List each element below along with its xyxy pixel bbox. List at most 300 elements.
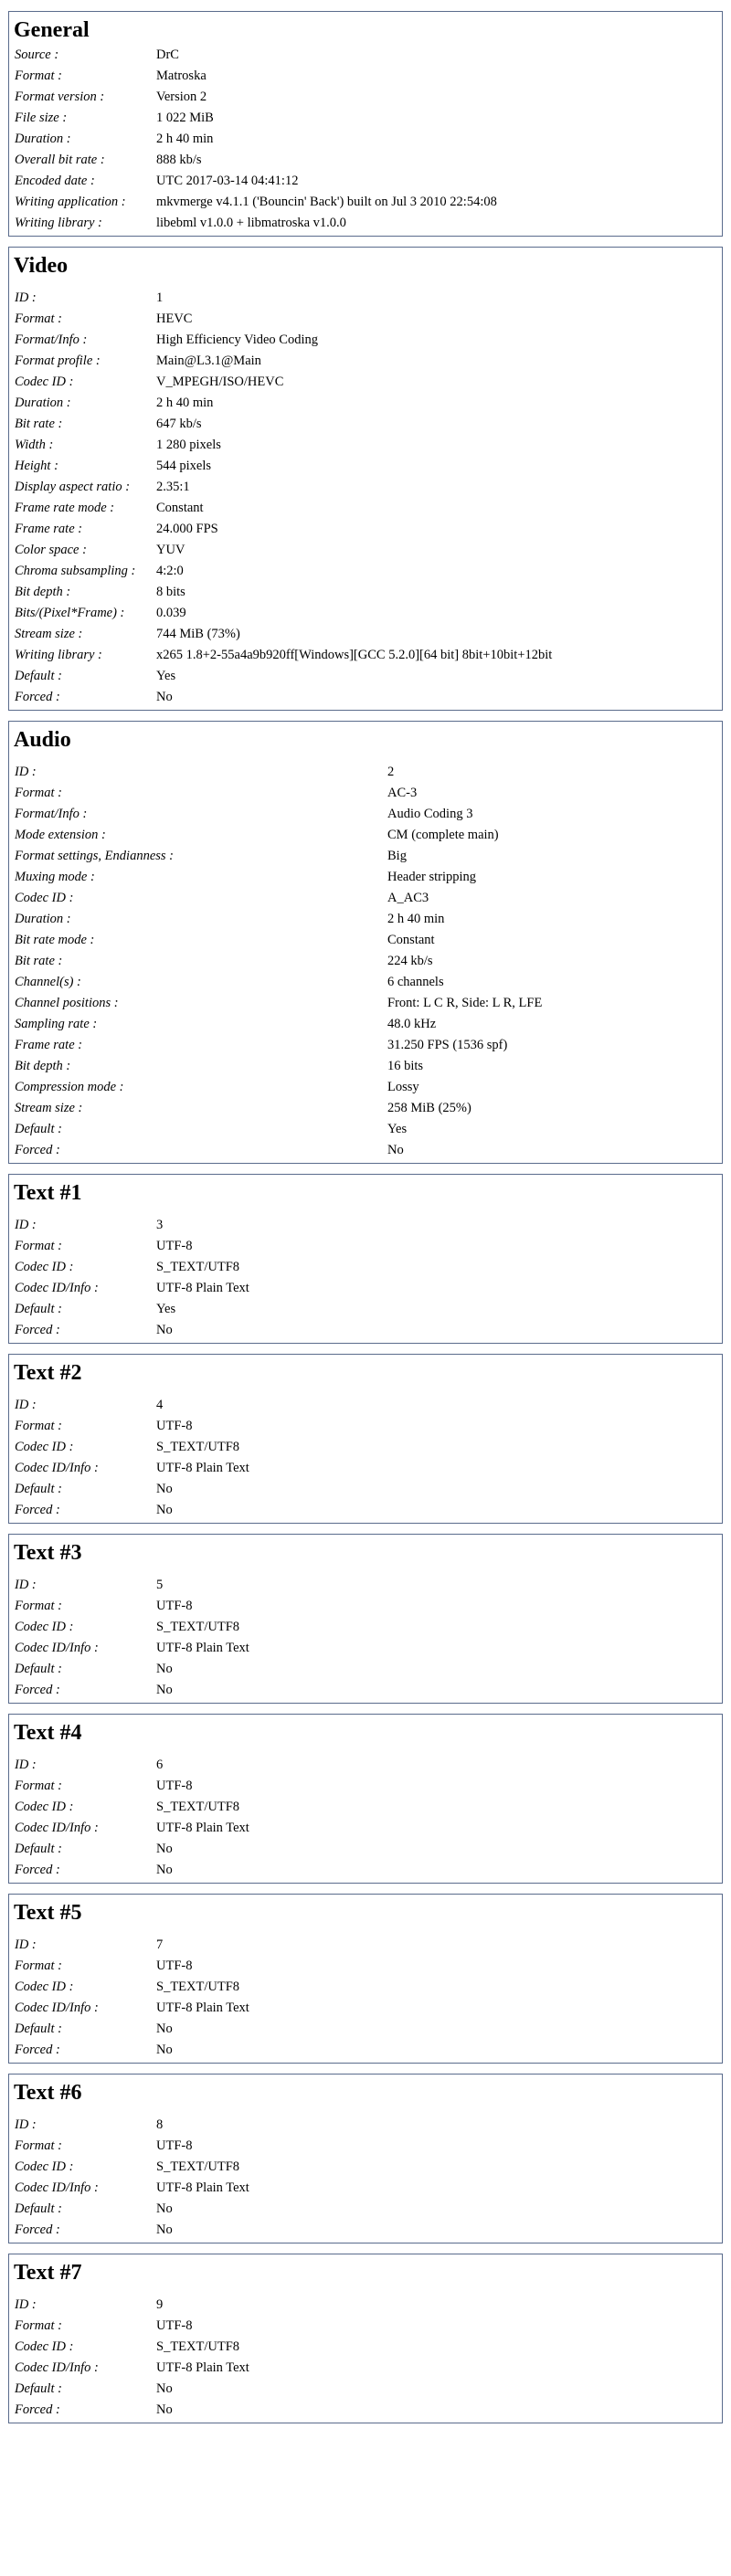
field-value: 16 bits — [387, 1059, 424, 1073]
section-title: Text #6 — [14, 2081, 82, 2105]
field-value: Header stripping — [387, 870, 477, 884]
field-row — [9, 993, 722, 1014]
section-title: General — [14, 18, 90, 42]
section-title: Video — [14, 254, 69, 278]
field-row — [9, 309, 722, 330]
field-value: S_TEXT/UTF8 — [156, 1620, 240, 1634]
field-value: 8 — [156, 2117, 164, 2132]
field-value: No — [156, 2222, 173, 2237]
field-value: UTF-8 Plain Text — [156, 2180, 249, 2195]
field-label: ID : — [15, 1758, 37, 1772]
field-label: Codec ID : — [15, 1620, 74, 1634]
field-row — [9, 930, 722, 951]
field-label: ID : — [15, 290, 37, 305]
section-video — [8, 247, 723, 711]
field-value: 2 — [387, 765, 395, 779]
field-value: UTF-8 Plain Text — [156, 1461, 249, 1475]
field-list — [9, 45, 722, 236]
field-value: A_AC3 — [387, 891, 429, 905]
field-label: Channel(s) : — [15, 975, 81, 989]
field-label: Format : — [15, 1419, 62, 1433]
field-label: Display aspect ratio : — [15, 480, 131, 494]
field-row — [9, 867, 722, 888]
field-row — [9, 1575, 722, 1596]
field-value: No — [156, 1842, 173, 1856]
field-label: Default : — [15, 2201, 62, 2216]
field-label: Format : — [15, 2318, 62, 2333]
field-label: Frame rate : — [15, 522, 83, 536]
field-row — [9, 1935, 722, 1956]
field-value: 744 MiB (73%) — [156, 627, 240, 641]
field-value: No — [156, 2022, 173, 2036]
field-value: V_MPEGH/ISO/HEVC — [156, 375, 284, 389]
field-label: Bit depth : — [15, 1059, 71, 1073]
field-label: Default : — [15, 1662, 62, 1676]
field-row — [9, 687, 722, 708]
field-row — [9, 372, 722, 393]
field-value: 0.039 — [156, 606, 186, 620]
field-label: Forced : — [15, 1323, 60, 1337]
field-row — [9, 435, 722, 456]
field-label: ID : — [15, 1578, 37, 1592]
field-value: 888 kb/s — [156, 153, 202, 167]
field-row — [9, 783, 722, 804]
field-label: Forced : — [15, 1683, 60, 1697]
field-value: 4:2:0 — [156, 564, 184, 578]
section-text-7 — [8, 2254, 723, 2423]
field-label: Codec ID/Info : — [15, 2180, 99, 2195]
field-row — [9, 66, 722, 87]
field-label: Width : — [15, 438, 54, 452]
field-value: UTF-8 — [156, 2318, 193, 2333]
field-row — [9, 1458, 722, 1479]
field-value: No — [156, 690, 173, 704]
field-label: Writing library : — [15, 648, 102, 662]
field-row — [9, 582, 722, 603]
field-list — [9, 280, 722, 710]
field-row — [9, 1776, 722, 1797]
field-label: Sampling rate : — [15, 1017, 98, 1031]
field-row — [9, 129, 722, 150]
field-row — [9, 1320, 722, 1341]
field-row — [9, 2115, 722, 2136]
field-label: Codec ID : — [15, 1980, 74, 1994]
field-value: No — [156, 1662, 173, 1676]
field-value: 258 MiB (25%) — [387, 1101, 471, 1115]
field-label: Format : — [15, 1599, 62, 1613]
field-row — [9, 1257, 722, 1278]
field-label: Muxing mode : — [15, 870, 95, 884]
field-row — [9, 108, 722, 129]
field-value: 1 — [156, 290, 164, 305]
field-label: Format profile : — [15, 354, 101, 368]
section-title: Text #4 — [14, 1721, 82, 1745]
field-label: Duration : — [15, 396, 71, 410]
field-label: Default : — [15, 1842, 62, 1856]
field-label: ID : — [15, 1937, 37, 1952]
field-label: Format : — [15, 69, 62, 83]
field-label: Forced : — [15, 2043, 60, 2057]
field-value: Big — [387, 849, 407, 863]
field-row — [9, 150, 722, 171]
field-label: Source : — [15, 48, 59, 62]
field-row — [9, 1680, 722, 1701]
field-value: UTF-8 Plain Text — [156, 2001, 249, 2015]
field-label: Codec ID : — [15, 891, 74, 905]
field-label: Default : — [15, 1122, 62, 1136]
field-row — [9, 1797, 722, 1818]
field-row — [9, 288, 722, 309]
field-row — [9, 846, 722, 867]
field-label: Codec ID/Info : — [15, 1461, 99, 1475]
field-value: 544 pixels — [156, 459, 212, 473]
field-label: Bit rate : — [15, 954, 63, 968]
field-row — [9, 2040, 722, 2061]
field-value: No — [156, 2201, 173, 2216]
field-value: CM (complete main) — [387, 828, 499, 842]
field-row — [9, 414, 722, 435]
field-row — [9, 1977, 722, 1998]
field-row — [9, 87, 722, 108]
field-label: Format/Info : — [15, 807, 88, 821]
field-value: Constant — [387, 933, 435, 947]
field-row — [9, 603, 722, 624]
field-row — [9, 1659, 722, 1680]
field-row — [9, 2337, 722, 2358]
field-list — [9, 2107, 722, 2243]
field-value: No — [156, 2402, 173, 2417]
field-label: ID : — [15, 2117, 37, 2132]
field-row — [9, 351, 722, 372]
field-value: Yes — [156, 669, 176, 683]
field-value: UTF-8 Plain Text — [156, 1641, 249, 1655]
field-row — [9, 1479, 722, 1500]
field-row — [9, 1395, 722, 1416]
field-value: No — [156, 2043, 173, 2057]
field-value: Lossy — [387, 1080, 419, 1094]
field-row — [9, 1860, 722, 1881]
field-list — [9, 1388, 722, 1523]
field-value: S_TEXT/UTF8 — [156, 2339, 240, 2354]
field-list — [9, 1747, 722, 1883]
field-value: 7 — [156, 1937, 164, 1952]
field-value: High Efficiency Video Coding — [156, 333, 318, 347]
section-text-5 — [8, 1894, 723, 2064]
field-value: Yes — [156, 1302, 176, 1316]
field-value: No — [156, 1323, 173, 1337]
field-label: Forced : — [15, 1863, 60, 1877]
field-value: Matroska — [156, 69, 207, 83]
field-label: ID : — [15, 2297, 37, 2312]
field-value: UTF-8 — [156, 1239, 193, 1253]
field-row — [9, 1098, 722, 1119]
field-value: 1 022 MiB — [156, 111, 214, 125]
field-value: 4 — [156, 1398, 164, 1412]
field-label: Format settings, Endianness : — [15, 849, 174, 863]
field-value: UTF-8 — [156, 1599, 193, 1613]
field-value: S_TEXT/UTF8 — [156, 1980, 240, 1994]
field-list — [9, 1208, 722, 1343]
section-text-6 — [8, 2074, 723, 2243]
field-value: 48.0 kHz — [387, 1017, 437, 1031]
field-row — [9, 624, 722, 645]
field-label: Format : — [15, 311, 62, 326]
field-label: Forced : — [15, 690, 60, 704]
field-row — [9, 762, 722, 783]
field-value: AC-3 — [387, 786, 418, 800]
field-value: No — [156, 2381, 173, 2396]
field-label: Format : — [15, 1958, 62, 1973]
section-general — [8, 11, 723, 237]
field-label: Compression mode : — [15, 1080, 124, 1094]
section-title: Text #3 — [14, 1541, 82, 1565]
field-row — [9, 1056, 722, 1077]
field-value: UTF-8 Plain Text — [156, 1281, 249, 1295]
field-label: Codec ID : — [15, 1800, 74, 1814]
field-label: Format : — [15, 786, 62, 800]
field-label: Bits/(Pixel*Frame) : — [15, 606, 125, 620]
field-value: No — [387, 1143, 404, 1157]
field-row — [9, 1437, 722, 1458]
field-row — [9, 888, 722, 909]
field-value: UTF-8 — [156, 1779, 193, 1793]
field-label: Codec ID/Info : — [15, 2360, 99, 2375]
section-title: Text #1 — [14, 1181, 82, 1205]
field-label: Stream size : — [15, 627, 83, 641]
field-label: Bit rate mode : — [15, 933, 95, 947]
field-row — [9, 1299, 722, 1320]
field-row — [9, 192, 722, 213]
field-value: 224 kb/s — [387, 954, 433, 968]
field-value: Main@L3.1@Main — [156, 354, 261, 368]
field-value: Version 2 — [156, 90, 207, 104]
field-value: 647 kb/s — [156, 417, 202, 431]
field-row — [9, 2358, 722, 2379]
field-label: Frame rate mode : — [15, 501, 115, 515]
field-row — [9, 1215, 722, 1236]
field-row — [9, 2157, 722, 2178]
field-label: Overall bit rate : — [15, 153, 105, 167]
field-value: 1 280 pixels — [156, 438, 221, 452]
field-label: Codec ID : — [15, 2159, 74, 2174]
field-label: Stream size : — [15, 1101, 83, 1115]
field-value: 6 channels — [387, 975, 444, 989]
field-value: DrC — [156, 48, 179, 62]
field-label: Writing library : — [15, 216, 102, 230]
field-row — [9, 1956, 722, 1977]
field-label: Codec ID : — [15, 375, 74, 389]
field-value: 6 — [156, 1758, 164, 1772]
field-value: YUV — [156, 543, 185, 557]
field-row — [9, 393, 722, 414]
field-label: ID : — [15, 765, 37, 779]
field-label: File size : — [15, 111, 68, 125]
field-row — [9, 1755, 722, 1776]
field-row — [9, 2295, 722, 2316]
field-value: UTF-8 — [156, 1419, 193, 1433]
field-row — [9, 645, 722, 666]
field-value: Constant — [156, 501, 204, 515]
field-row — [9, 1119, 722, 1140]
field-label: Writing application : — [15, 195, 126, 209]
field-label: Channel positions : — [15, 996, 119, 1010]
field-label: Codec ID : — [15, 1260, 74, 1274]
field-value: 2 h 40 min — [387, 912, 445, 926]
field-row — [9, 951, 722, 972]
field-value: 5 — [156, 1578, 164, 1592]
field-label: Default : — [15, 1482, 62, 1496]
field-value: No — [156, 1863, 173, 1877]
field-value: UTF-8 Plain Text — [156, 1821, 249, 1835]
field-row — [9, 972, 722, 993]
field-label: ID : — [15, 1218, 37, 1232]
field-value: mkvmerge v4.1.1 ('Bouncin' Back') built on Jul 3 2010 22:54:08 — [156, 195, 497, 209]
field-row — [9, 519, 722, 540]
field-label: Codec ID/Info : — [15, 2001, 99, 2015]
field-row — [9, 1416, 722, 1437]
field-value: Yes — [387, 1122, 408, 1136]
section-text-4 — [8, 1714, 723, 1884]
field-value: Front: L C R, Side: L R, LFE — [387, 996, 543, 1010]
field-label: Format version : — [15, 90, 105, 104]
field-list — [9, 2287, 722, 2423]
field-row — [9, 45, 722, 66]
field-value: x265 1.8+2-55a4a9b920ff[Windows][GCC 5.2.0][64 bit] 8bit+10bit+12bit — [156, 648, 553, 662]
field-label: Duration : — [15, 912, 71, 926]
field-row — [9, 909, 722, 930]
section-audio — [8, 721, 723, 1164]
field-row — [9, 2019, 722, 2040]
field-label: Codec ID/Info : — [15, 1641, 99, 1655]
field-value: libebml v1.0.0 + libmatroska v1.0.0 — [156, 216, 346, 230]
field-label: ID : — [15, 1398, 37, 1412]
field-label: Forced : — [15, 1503, 60, 1517]
field-value: UTF-8 Plain Text — [156, 2360, 249, 2375]
field-list — [9, 755, 722, 1163]
field-row — [9, 1278, 722, 1299]
field-value: 2 h 40 min — [156, 132, 214, 146]
field-row — [9, 2379, 722, 2400]
field-row — [9, 2400, 722, 2421]
field-value: S_TEXT/UTF8 — [156, 1260, 240, 1274]
field-label: Duration : — [15, 132, 71, 146]
field-row — [9, 171, 722, 192]
field-label: Format/Info : — [15, 333, 88, 347]
field-label: Format : — [15, 1779, 62, 1793]
field-row — [9, 1839, 722, 1860]
field-list — [9, 1927, 722, 2063]
field-row — [9, 1818, 722, 1839]
field-label: Format : — [15, 2138, 62, 2153]
field-value: 24.000 FPS — [156, 522, 218, 536]
field-label: Height : — [15, 459, 58, 473]
field-value: S_TEXT/UTF8 — [156, 2159, 240, 2174]
field-value: HEVC — [156, 311, 193, 326]
field-label: Frame rate : — [15, 1038, 83, 1052]
field-label: Bit rate : — [15, 417, 63, 431]
field-label: Forced : — [15, 2402, 60, 2417]
field-label: Default : — [15, 669, 62, 683]
field-row — [9, 1998, 722, 2019]
field-row — [9, 2178, 722, 2199]
field-row — [9, 1014, 722, 1035]
field-value: 8 bits — [156, 585, 185, 599]
field-row — [9, 477, 722, 498]
field-label: Codec ID/Info : — [15, 1281, 99, 1295]
field-label: Default : — [15, 2022, 62, 2036]
field-row — [9, 1077, 722, 1098]
field-value: 9 — [156, 2297, 164, 2312]
field-row — [9, 561, 722, 582]
field-label: Default : — [15, 2381, 62, 2396]
section-title: Text #2 — [14, 1361, 82, 1385]
section-text-3 — [8, 1534, 723, 1704]
field-label: Codec ID/Info : — [15, 1821, 99, 1835]
field-row — [9, 1140, 722, 1161]
field-label: Mode extension : — [15, 828, 106, 842]
field-value: No — [156, 1503, 173, 1517]
field-label: Encoded date : — [15, 174, 95, 188]
field-value: 31.250 FPS (1536 spf) — [387, 1038, 508, 1052]
field-row — [9, 1500, 722, 1521]
field-label: Format : — [15, 1239, 62, 1253]
field-row — [9, 540, 722, 561]
field-row — [9, 213, 722, 234]
field-value: UTF-8 — [156, 1958, 193, 1973]
field-value: No — [156, 1683, 173, 1697]
field-row — [9, 666, 722, 687]
field-row — [9, 1596, 722, 1617]
field-row — [9, 2136, 722, 2157]
field-value: S_TEXT/UTF8 — [156, 1800, 240, 1814]
field-row — [9, 1236, 722, 1257]
field-row — [9, 1617, 722, 1638]
section-title: Text #5 — [14, 1901, 82, 1925]
field-row — [9, 825, 722, 846]
field-row — [9, 804, 722, 825]
field-label: Bit depth : — [15, 585, 71, 599]
field-row — [9, 2220, 722, 2241]
field-label: Default : — [15, 1302, 62, 1316]
field-row — [9, 2199, 722, 2220]
field-label: Color space : — [15, 543, 87, 557]
section-text-1 — [8, 1174, 723, 1344]
field-value: UTC 2017-03-14 04:41:12 — [156, 174, 299, 188]
field-label: Codec ID : — [15, 1440, 74, 1454]
field-label: Chroma subsampling : — [15, 564, 136, 578]
section-title: Text #7 — [14, 2261, 82, 2285]
field-row — [9, 456, 722, 477]
field-value: Audio Coding 3 — [387, 807, 473, 821]
field-row — [9, 1035, 722, 1056]
field-label: Forced : — [15, 2222, 60, 2237]
field-row — [9, 330, 722, 351]
field-value: S_TEXT/UTF8 — [156, 1440, 240, 1454]
field-value: UTF-8 — [156, 2138, 193, 2153]
field-value: 3 — [156, 1218, 164, 1232]
field-row — [9, 498, 722, 519]
field-list — [9, 1568, 722, 1703]
field-row — [9, 1638, 722, 1659]
field-label: Codec ID : — [15, 2339, 74, 2354]
section-title: Audio — [14, 728, 71, 752]
field-value: No — [156, 1482, 173, 1496]
field-value: 2.35:1 — [156, 480, 190, 494]
field-value: 2 h 40 min — [156, 396, 214, 410]
field-row — [9, 2316, 722, 2337]
field-label: Forced : — [15, 1143, 60, 1157]
section-text-2 — [8, 1354, 723, 1524]
